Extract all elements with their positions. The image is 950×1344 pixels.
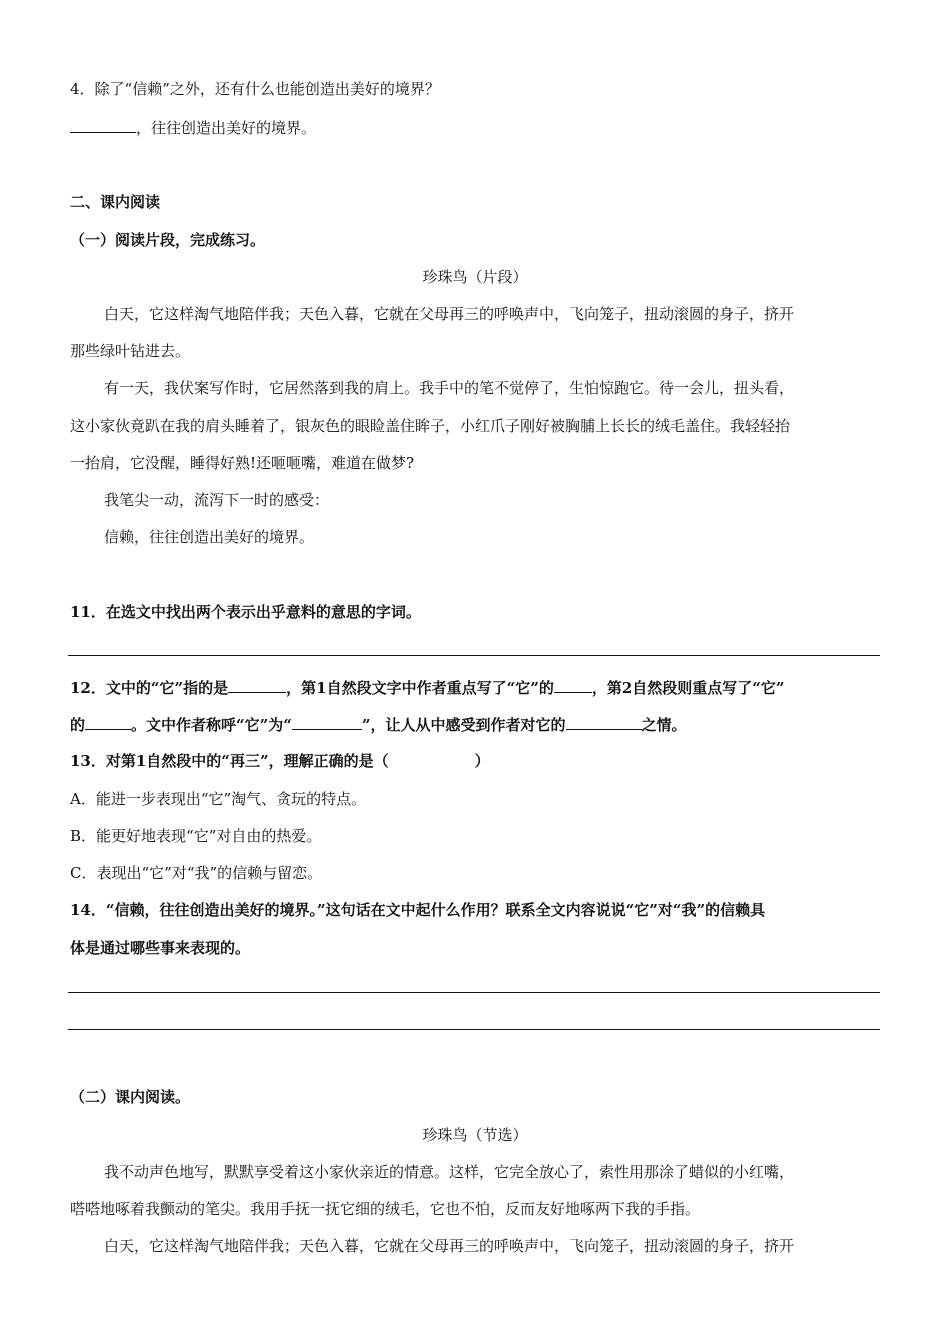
part2-paragraph-line: 我不动声色地写，默默享受着这小家伙亲近的情意。这样，它完全放心了，索性用那涂了蜡似的小红嘴， [104, 1163, 795, 1181]
q12-text-5: 。文中作者称呼“它”为“ [131, 716, 292, 734]
q12-line1 [70, 677, 785, 698]
q12-text-7: 之情。 [641, 716, 687, 734]
q13-stem [70, 751, 490, 771]
q13-option-a[interactable]: A．能进一步表现出“它”淘气、贪玩的特点。 [70, 790, 367, 808]
q12-blank-1[interactable] [228, 677, 286, 693]
part1-paragraph-line: 有一天，我伏案写作时，它居然落到我的肩上。我手中的笔不觉停了，生怕惊跑它。待一会儿，扭头看， [104, 379, 795, 397]
part1-paragraph-line: 我笔尖一动，流泻下一时的感受： [104, 491, 330, 509]
part1-paragraph-line: 这小家伙竟趴在我的肩头睡着了，银灰色的眼睑盖住眸子，小红爪子刚好被胸脯上长长的绒毛盖住。我轻轻抬 [70, 417, 791, 435]
q11-answer-line[interactable] [68, 655, 880, 656]
q12-line2 [70, 714, 687, 735]
part1-paragraph-line: 那些绿叶钻进去。 [70, 342, 191, 360]
part2-passage-title: 珍珠鸟（节选） [422, 1126, 528, 1144]
q4-answer-line [70, 117, 316, 138]
q12-blank-3[interactable] [85, 714, 131, 730]
q11-question: 11．在选文中找出两个表示出乎意料的意思的字词。 [70, 603, 421, 621]
part1-paragraph-line: 白天，它这样淘气地陪伴我；天色入暮，它就在父母再三的呼唤声中，飞向笼子，扭动滚圆的身子，挤开 [104, 305, 795, 323]
q12-text-1: 12．文中的“它”指的是 [70, 679, 229, 697]
q12-blank-2[interactable] [554, 677, 592, 693]
q4-question: 4．除了“信赖”之外，还有什么也能创造出美好的境界？ [70, 80, 440, 98]
q13-option-c[interactable]: C．表现出“它”对“我”的信赖与留恋。 [70, 864, 323, 882]
q14-answer-line-1[interactable] [68, 992, 880, 993]
q4-answer-tail: ，往往创造出美好的境界。 [136, 119, 317, 137]
q13-option-b[interactable]: B．能更好地表现“它”对自由的热爱。 [70, 827, 322, 845]
q12-text-6: ”，让人从中感受到作者对它的 [361, 716, 566, 734]
q14-answer-line-2[interactable] [68, 1029, 880, 1030]
part1-paragraph-line: 信赖，往往创造出美好的境界。 [104, 528, 315, 546]
part1-paragraph-line: 一抬肩，它没醒，睡得好熟!还咂咂嘴，难道在做梦? [70, 454, 415, 472]
part1-passage-title: 珍珠鸟（片段） [422, 268, 528, 286]
q4-answer-blank[interactable] [70, 117, 136, 133]
q13-stem-close: ） [474, 752, 490, 770]
section2-title: 二、课内阅读 [70, 193, 161, 211]
part1-heading: （一）阅读片段，完成练习。 [70, 231, 266, 249]
part2-heading: （二）课内阅读。 [70, 1088, 191, 1106]
q12-text-3: ，第2自然段则重点写了“它” [591, 679, 785, 697]
part2-paragraph-line: 嗒嗒地啄着我颤动的笔尖。我用手抚一抚它细的绒毛，它也不怕，反而友好地啄两下我的手指。 [70, 1200, 701, 1218]
q12-blank-4[interactable] [292, 714, 362, 730]
q13-stem-text: 13．对第1自然段中的“再三”，理解正确的是（ [70, 752, 389, 770]
q12-blank-5[interactable] [566, 714, 642, 730]
q14-line1: 14．“信赖，往往创造出美好的境界。”这句话在文中起什么作用？联系全文内容说说“它”对“我”的信赖具 [70, 901, 766, 919]
q14-line2: 体是通过哪些事来表现的。 [70, 939, 251, 957]
part2-paragraph-line: 白天，它这样淘气地陪伴我；天色入暮，它就在父母再三的呼唤声中，飞向笼子，扭动滚圆的身子，挤开 [104, 1237, 795, 1255]
q12-text-2: ，第1自然段文字中作者重点写了“它”的 [286, 679, 554, 697]
q12-text-4: 的 [70, 716, 86, 734]
